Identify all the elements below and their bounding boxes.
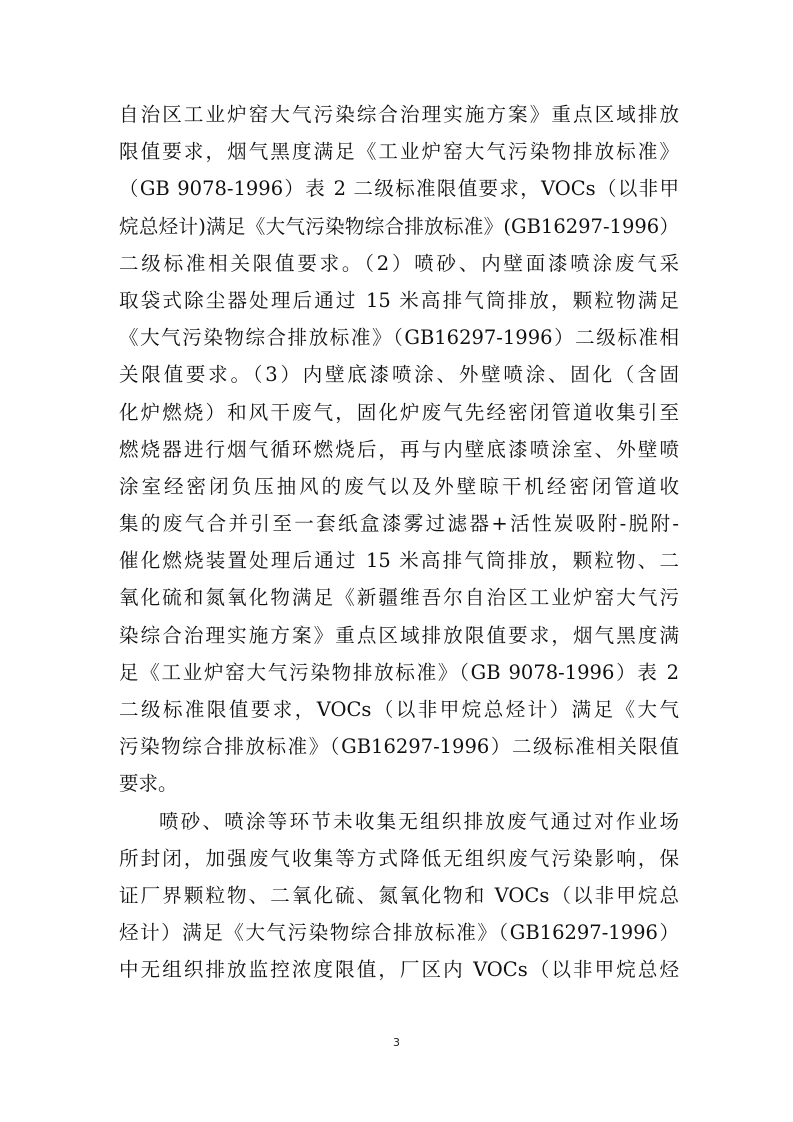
text-line: 关限值要求。（3）内壁底漆喷涂、外壁喷涂、固化（含固 [119,363,679,387]
text-line: 所封闭，加强废气收集等方式降低无组织废气污染影响，保 [119,846,679,870]
text-line: 二级标准相关限值要求。（2）喷砂、内壁面漆喷涂废气采 [119,251,679,275]
text-line: 化炉燃烧）和风干废气，固化炉废气先经密闭管道收集引至 [119,400,679,424]
text-line: 氧化硫和氮氧化物满足《新疆维吾尔自治区工业炉窑大气污 [119,586,679,610]
text-line: 限值要求，烟气黑度满足《工业炉窑大气污染物排放标准》 [119,140,679,164]
paragraph-2 [119,803,679,989]
text-line: 集的废气合并引至一套纸盒漆雾过滤器+活性炭吸附-脱附- [119,512,679,536]
text-line: 中无组织排放监控浓度限值，厂区内 VOCs（以非甲烷总烃 [119,958,679,982]
text-line: 取袋式除尘器处理后通过 15 米高排气筒排放，颗粒物满足 [119,288,679,312]
page-number: 3 [393,1036,400,1049]
text-line: 二级标准限值要求，VOCs（以非甲烷总烃计）满足《大气 [119,698,679,721]
text-line: 燃烧器进行烟气循环燃烧后，再与内壁底漆喷涂室、外壁喷 [119,437,679,461]
text-line: 涂室经密闭负压抽风的废气以及外壁晾干机经密闭管道收 [119,474,679,498]
text-line: 自治区工业炉窑大气污染综合治理实施方案》重点区域排放 [119,103,679,126]
text-line: （GB 9078-1996）表 2 二级标准限值要求，VOCs（以非甲 [119,177,679,201]
text-line: 烃计）满足《大气污染物综合排放标准》（GB16297-1996） [119,921,679,945]
text-line: 烷总烃计)满足《大气污染物综合排放标准》(GB16297-1996） [119,214,679,238]
text-line: 要求。 [119,772,178,796]
text-line: 足《工业炉窑大气污染物排放标准》（GB 9078-1996）表 2 [119,660,679,684]
text-line: 证厂界颗粒物、二氧化硫、氮氧化物和 VOCs（以非甲烷总 [119,883,679,907]
text-line: 《大气污染物综合排放标准》（GB16297-1996）二级标准相 [119,326,679,350]
body-text [119,96,679,989]
text-line: 染综合治理实施方案》重点区域排放限值要求，烟气黑度满 [119,623,679,647]
paragraph-1 [119,96,679,803]
text-line: 喷砂、喷涂等环节未收集无组织排放废气通过对作业场 [159,809,679,833]
text-line: 污染物综合排放标准》（GB16297-1996）二级标准相关限值 [119,735,679,759]
text-line: 催化燃烧装置处理后通过 15 米高排气筒排放，颗粒物、二 [119,549,679,573]
